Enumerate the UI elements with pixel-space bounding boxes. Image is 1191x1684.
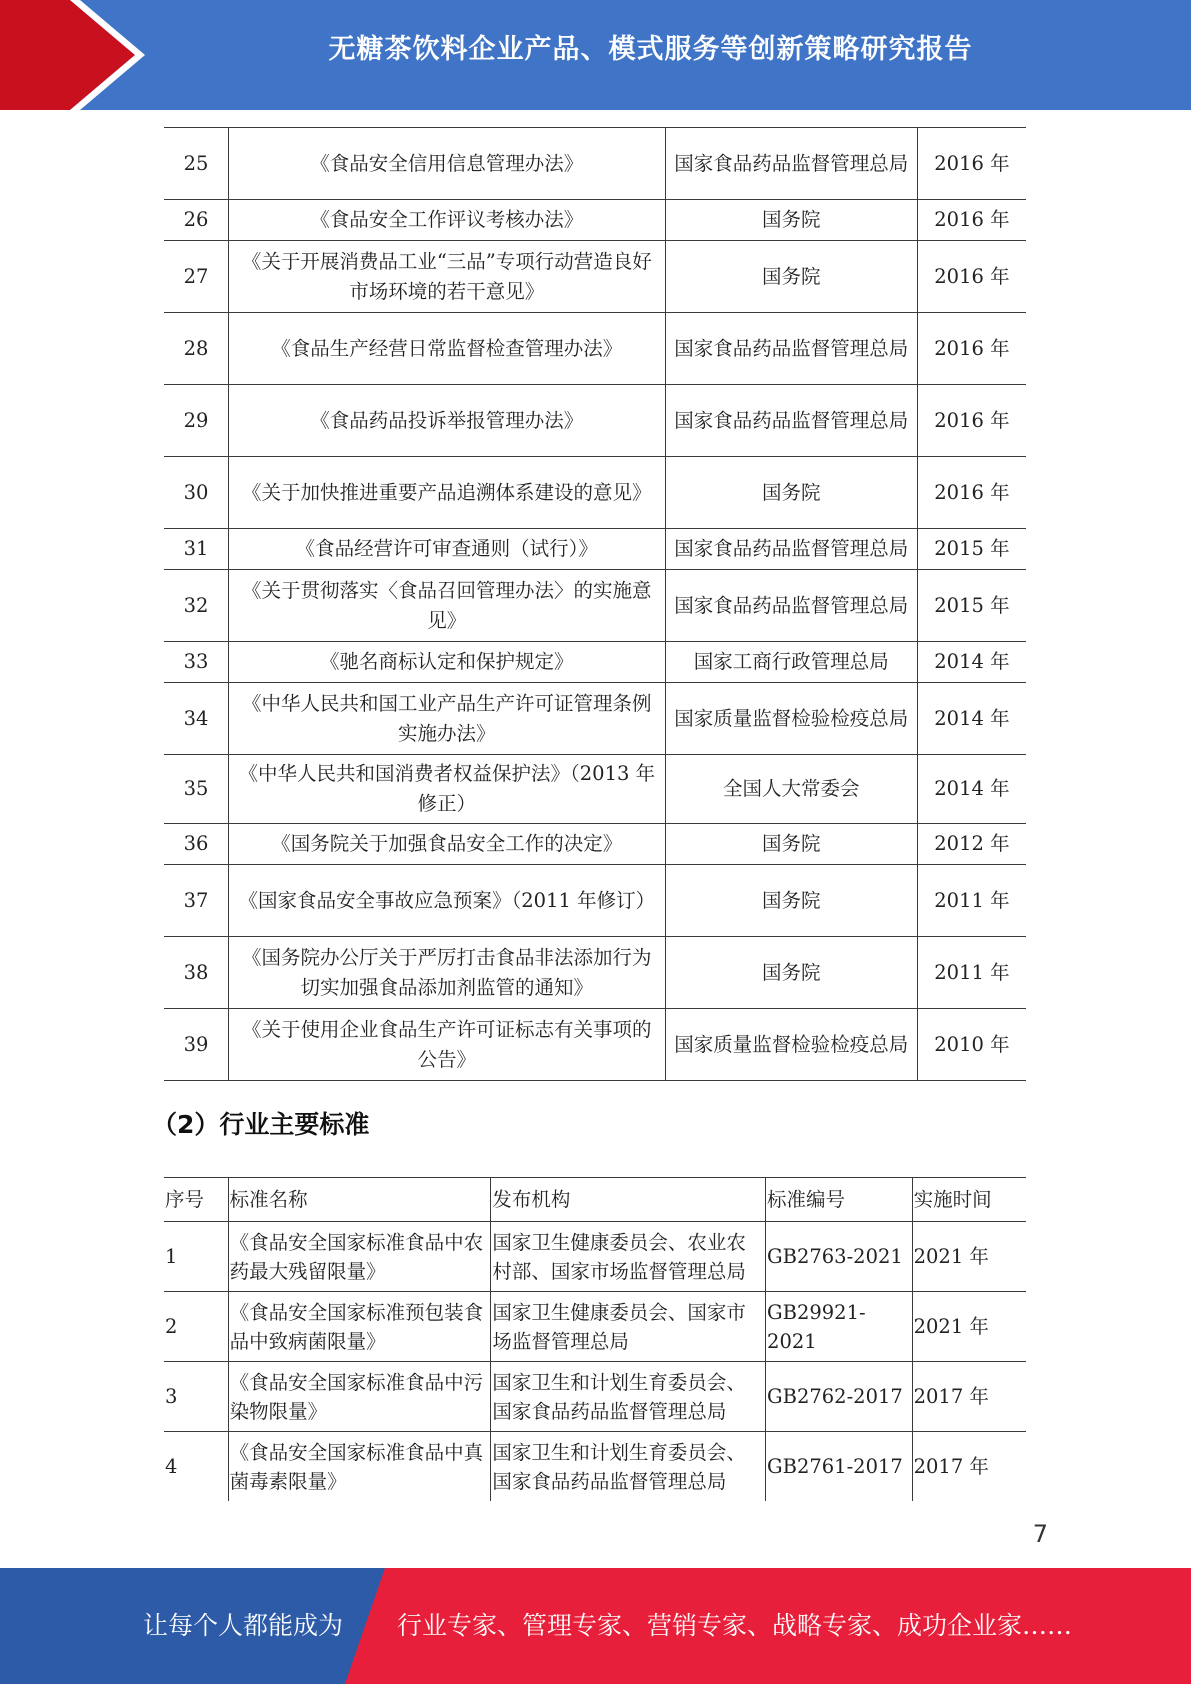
policy-name: 《国家食品安全事故应急预案》（2011 年修订） — [229, 865, 666, 937]
table-row — [164, 241, 1026, 313]
footer-slogan-right: 行业专家、管理专家、营销专家、战略专家、成功企业家…… — [397, 1611, 1073, 1640]
row-number: 38 — [164, 937, 229, 1009]
issuing-organization: 国家卫生和计划生育委员会、国家食品药品监督管理总局 — [491, 1362, 766, 1432]
issuing-authority: 国务院 — [665, 824, 917, 865]
table-header-row — [164, 1178, 1026, 1222]
row-number: 36 — [164, 824, 229, 865]
standards-table — [164, 1177, 1026, 1501]
issue-year: 2016 年 — [917, 457, 1026, 529]
page-header — [0, 0, 1191, 110]
issuing-authority: 国务院 — [665, 937, 917, 1009]
standard-code: GB2762-2017 — [766, 1362, 913, 1432]
issuing-authority: 国务院 — [665, 457, 917, 529]
header-chevron-decoration — [0, 0, 150, 110]
policy-name: 《中华人民共和国工业产品生产许可证管理条例实施办法》 — [229, 683, 666, 755]
row-number: 4 — [164, 1432, 228, 1502]
issue-year: 2014 年 — [917, 683, 1026, 755]
issuing-authority — [665, 529, 917, 570]
issuing-authority-text: 国家食品药品监督管理总局 — [674, 537, 909, 560]
issue-year: 2016 年 — [917, 313, 1026, 385]
issuing-authority: 国家工商行政管理总局 — [665, 642, 917, 683]
report-title: 无糖茶饮料企业产品、模式服务等创新策略研究报告 — [328, 34, 973, 65]
row-number: 37 — [164, 865, 229, 937]
page-number: 7 — [1032, 1520, 1048, 1548]
issuing-authority: 国家食品药品监督管理总局 — [665, 570, 917, 642]
table-row — [164, 1432, 1026, 1502]
policy-name: 《国务院关于加强食品安全工作的决定》 — [229, 824, 666, 865]
table-row — [164, 683, 1026, 755]
issuing-authority: 国务院 — [665, 241, 917, 313]
issue-year: 2016 年 — [917, 128, 1026, 200]
row-number: 1 — [164, 1222, 228, 1292]
footer-slogan-left: 让每个人都能成为 — [143, 1611, 344, 1640]
table-row — [164, 457, 1026, 529]
standard-name: 《食品安全国家标准食品中农药最大残留限量》 — [228, 1222, 491, 1292]
column-header-number: 序号 — [164, 1178, 228, 1222]
issuing-authority: 国家食品药品监督管理总局 — [665, 128, 917, 200]
section-heading: （2）行业主要标准 — [152, 1110, 370, 1139]
row-number: 25 — [164, 128, 229, 200]
issue-year: 2011 年 — [917, 865, 1026, 937]
table-row — [164, 1362, 1026, 1432]
issue-year: 2016 年 — [917, 200, 1026, 241]
issue-year: 2014 年 — [917, 642, 1026, 683]
row-number: 30 — [164, 457, 229, 529]
standard-code: GB2763-2021 — [766, 1222, 913, 1292]
table-row — [164, 865, 1026, 937]
row-number: 3 — [164, 1362, 228, 1432]
issuing-organization: 国家卫生和计划生育委员会、国家食品药品监督管理总局 — [491, 1432, 766, 1502]
issuing-authority: 国家质量监督检验检疫总局 — [665, 683, 917, 755]
table-row — [164, 128, 1026, 200]
row-number: 31 — [164, 529, 229, 570]
issue-year: 2015 年 — [917, 529, 1026, 570]
policy-name: 《食品经营许可审查通则（试行）》 — [229, 529, 666, 570]
issuing-authority: 国家食品药品监督管理总局 — [665, 313, 917, 385]
effective-date: 2021 年 — [912, 1222, 1026, 1292]
policy-name: 《食品生产经营日常监督检查管理办法》 — [229, 313, 666, 385]
row-number: 28 — [164, 313, 229, 385]
policy-name: 《关于贯彻落实〈食品召回管理办法〉的实施意见》 — [229, 570, 666, 642]
table-row — [164, 1009, 1026, 1081]
effective-date: 2017 年 — [912, 1432, 1026, 1502]
policy-name: 《食品安全信用信息管理办法》 — [229, 128, 666, 200]
row-number: 26 — [164, 200, 229, 241]
table-row — [164, 755, 1026, 824]
policy-name: 《关于加快推进重要产品追溯体系建设的意见》 — [229, 457, 666, 529]
standard-code: GB2761-2017 — [766, 1432, 913, 1502]
standard-name: 《食品安全国家标准食品中污染物限量》 — [228, 1362, 491, 1432]
table-row — [164, 385, 1026, 457]
issuing-authority: 国务院 — [665, 865, 917, 937]
row-number: 39 — [164, 1009, 229, 1081]
issue-year: 2010 年 — [917, 1009, 1026, 1081]
column-header-organization: 发布机构 — [491, 1178, 766, 1222]
row-number: 35 — [164, 755, 229, 824]
page-footer — [0, 1568, 1191, 1684]
issue-year: 2016 年 — [917, 385, 1026, 457]
table-row — [164, 1292, 1026, 1362]
policy-name: 《食品药品投诉举报管理办法》 — [229, 385, 666, 457]
issue-year: 2015 年 — [917, 570, 1026, 642]
standard-name: 《食品安全国家标准预包装食品中致病菌限量》 — [228, 1292, 491, 1362]
effective-date: 2017 年 — [912, 1362, 1026, 1432]
policy-name: 《驰名商标认定和保护规定》 — [229, 642, 666, 683]
table-row — [164, 529, 1026, 570]
policy-name: 《食品安全工作评议考核办法》 — [229, 200, 666, 241]
standard-code: GB29921-2021 — [766, 1292, 913, 1362]
column-header-date: 实施时间 — [912, 1178, 1026, 1222]
column-header-code: 标准编号 — [766, 1178, 913, 1222]
table-row — [164, 200, 1026, 241]
policy-name: 《中华人民共和国消费者权益保护法》（2013 年修正） — [229, 755, 666, 824]
issuing-authority: 国家质量监督检验检疫总局 — [665, 1009, 917, 1081]
table-row — [164, 570, 1026, 642]
row-number: 33 — [164, 642, 229, 683]
row-number: 27 — [164, 241, 229, 313]
issue-year: 2014 年 — [917, 755, 1026, 824]
issuing-authority: 全国人大常委会 — [665, 755, 917, 824]
table-row — [164, 313, 1026, 385]
table-row — [164, 1222, 1026, 1292]
issue-year: 2016 年 — [917, 241, 1026, 313]
table-row — [164, 824, 1026, 865]
issuing-organization: 国家卫生健康委员会、国家市场监督管理总局 — [491, 1292, 766, 1362]
issuing-authority: 国务院 — [665, 200, 917, 241]
policy-name: 《关于使用企业食品生产许可证标志有关事项的公告》 — [229, 1009, 666, 1081]
policy-name: 《国务院办公厅关于严厉打击食品非法添加行为切实加强食品添加剂监管的通知》 — [229, 937, 666, 1009]
column-header-name: 标准名称 — [228, 1178, 491, 1222]
issuing-organization: 国家卫生健康委员会、农业农村部、国家市场监督管理总局 — [491, 1222, 766, 1292]
issuing-authority: 国家食品药品监督管理总局 — [665, 385, 917, 457]
table-row — [164, 642, 1026, 683]
effective-date: 2021 年 — [912, 1292, 1026, 1362]
row-number: 2 — [164, 1292, 228, 1362]
issue-year: 2011 年 — [917, 937, 1026, 1009]
table-row — [164, 937, 1026, 1009]
policy-table — [164, 127, 1026, 1081]
issue-year: 2012 年 — [917, 824, 1026, 865]
row-number: 34 — [164, 683, 229, 755]
policy-name: 《关于开展消费品工业“三品”专项行动营造良好市场环境的若干意见》 — [229, 241, 666, 313]
row-number: 29 — [164, 385, 229, 457]
row-number: 32 — [164, 570, 229, 642]
standard-name: 《食品安全国家标准食品中真菌毒素限量》 — [228, 1432, 491, 1502]
